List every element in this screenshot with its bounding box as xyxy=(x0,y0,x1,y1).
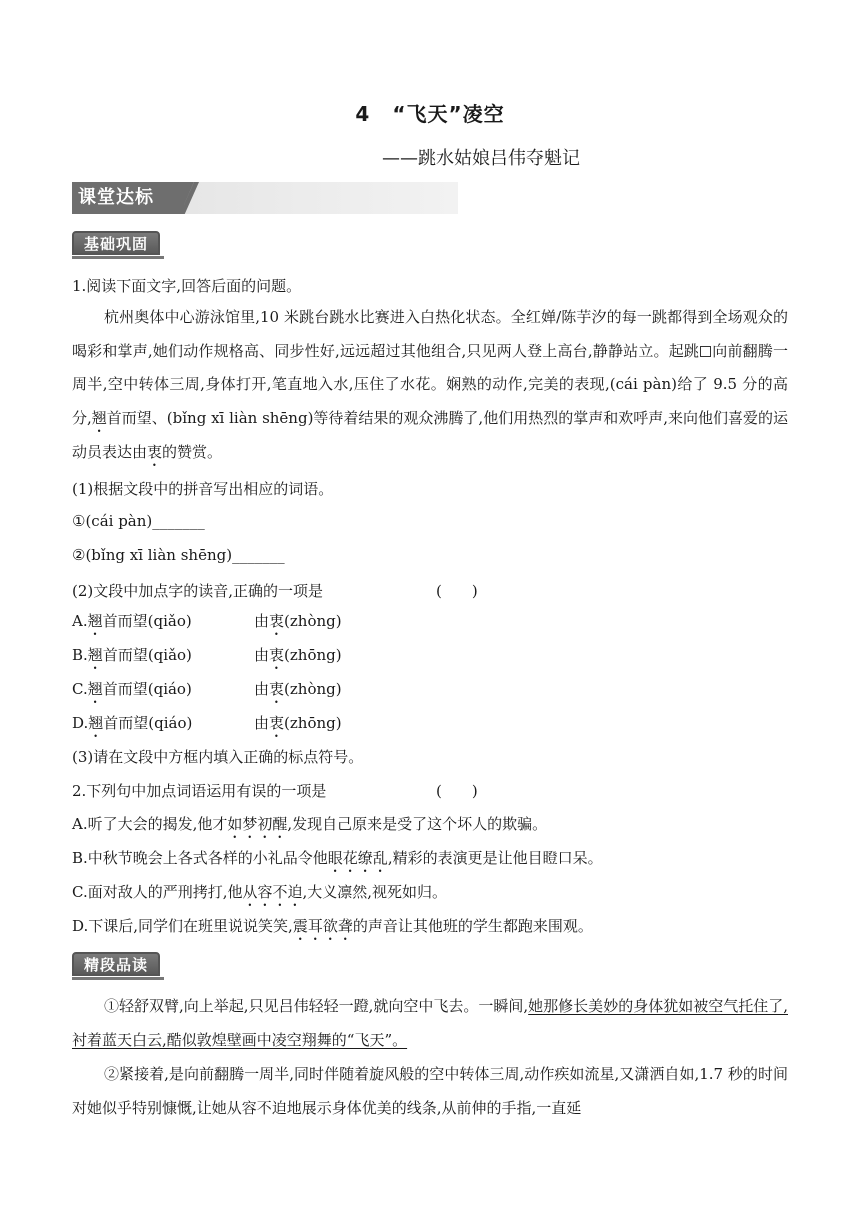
q2-option-c[interactable]: C.面对敌人的严刑拷打,他从容不迫,大义凛然,视死如归。 xyxy=(72,883,448,901)
q2-prompt: 2.下列句中加点词语运用有误的一项是 xyxy=(72,782,327,800)
passage-text-4: 的赞赏。 xyxy=(162,442,223,461)
q1-sub3: (3)请在文段中方框内填入正确的标点符号。 xyxy=(72,748,364,766)
option-b[interactable]: B.翘首而望(qiǎo) xyxy=(72,646,192,664)
lesson-title xyxy=(0,98,860,127)
tag-reading: 精段品读 xyxy=(72,952,160,976)
option-b-col2: 由衷(zhōng) xyxy=(254,646,342,664)
reading-paragraph-1 xyxy=(72,990,788,1057)
option-d-col2: 由衷(zhōng) xyxy=(254,714,342,732)
q1-sub1-answer-a[interactable]: ①(cái pàn)_______ xyxy=(72,512,205,530)
q1-passage xyxy=(72,301,788,470)
q1-sub2-answer-paren[interactable]: ( ) xyxy=(436,582,478,600)
section-banner xyxy=(72,182,458,214)
q1-sub1: (1)根据文段中的拼音写出相应的词语。 xyxy=(72,480,334,498)
lesson-number: 4 xyxy=(355,102,371,126)
option-a-col2: 由衷(zhòng) xyxy=(254,612,342,630)
reading-paragraph-2: ②紧接着,是向前翻腾一周半,同时伴随着旋风般的空中转体三周,动作疾如流星,又潇洒自如,1.7 秒的时间对她似乎特别慷慨,让她从容不迫地展示身体优美的线条,从前伸的手指,一直延 xyxy=(72,1065,788,1117)
punctuation-blank-box[interactable] xyxy=(700,346,711,357)
option-c-col2: 由衷(zhòng) xyxy=(254,680,342,698)
q2-option-d[interactable]: D.下课后,同学们在班里说说笑笑,震耳欲聋的声音让其他班的学生都跑来围观。 xyxy=(72,917,593,935)
option-a[interactable]: A.翘首而望(qiǎo) xyxy=(72,612,192,630)
section-banner-label: 课堂达标 xyxy=(72,182,184,214)
q2-answer-paren[interactable]: ( ) xyxy=(436,782,478,800)
passage-text-3: 首而望、(bǐng xī liàn shēng)等待着结果的观众沸腾了,他们用热烈的掌声和欢呼声,来向他们喜爱的运动员表达由 xyxy=(72,408,788,461)
option-d[interactable]: D.翘首而望(qiáo) xyxy=(72,714,193,732)
tag-basic: 基础巩固 xyxy=(72,231,160,255)
dotted-char-qiao: 翘 xyxy=(91,408,107,427)
lesson-subtitle: ——跳水姑娘吕伟夺魁记 xyxy=(382,148,580,169)
q2-option-a[interactable]: A.听了大会的揭发,他才如梦初醒,发现自己原来是受了这个坏人的欺骗。 xyxy=(72,815,548,833)
reading-underlined-sentence: 她那修长美妙的身体犹如被空气托住了,衬着蓝天白云,酷似敦煌壁画中凌空翔舞的“飞天”。 xyxy=(72,997,788,1049)
q2-option-b[interactable]: B.中秋节晚会上各式各样的小礼品令他眼花缭乱,精彩的表演更是让他目瞪口呆。 xyxy=(72,849,603,867)
lesson-title-text: “飞天”凌空 xyxy=(392,102,505,126)
option-c[interactable]: C.翘首而望(qiáo) xyxy=(72,680,192,698)
reading-text-1: ①轻舒双臂,向上举起,只见吕伟轻轻一蹬,就向空中飞去。一瞬间, xyxy=(104,997,529,1015)
q1-sub2: (2)文段中加点字的读音,正确的一项是 xyxy=(72,582,324,600)
passage-text-2: 向前翻腾一周半,空中转体三周,身体打开,笔直地入水,压住了水花。娴熟的动作,完美的表现,(cái pàn)给了 9.5 分的高分, xyxy=(72,341,788,427)
q1-sub1-answer-b[interactable]: ②(bǐng xī liàn shēng)_______ xyxy=(72,546,285,564)
q1-prompt: 1.阅读下面文字,回答后面的问题。 xyxy=(72,277,302,295)
passage-text-1: 杭州奥体中心游泳馆里,10 米跳台跳水比赛进入白热化状态。全红婵/陈芋汐的每一跳都得到全场观众的喝彩和掌声,她们动作规格高、同步性好,远远超过其他组合,只见两人登上高台,静静站立。起跳 xyxy=(72,308,788,360)
dotted-char-zhong: 衷 xyxy=(147,442,163,461)
